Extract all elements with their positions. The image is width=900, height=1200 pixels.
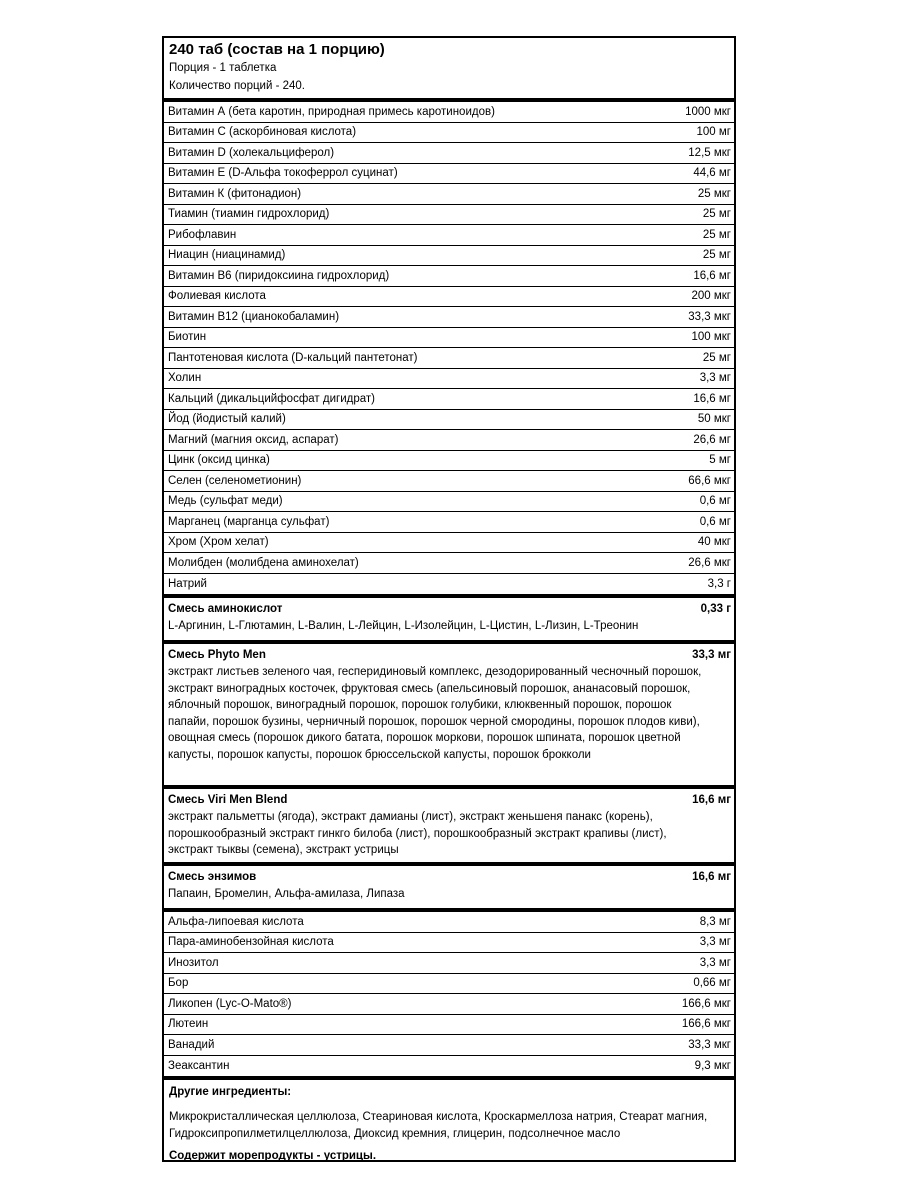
blend-amino-acids [164,594,734,640]
nutrient-name: Рибофлавин [168,228,237,241]
blend-amount: 16,6 мг [692,794,731,806]
nutrient-name: Витамин В12 (цианокобаламин) [168,310,340,323]
nutrient-amount: 25 мкг [697,187,731,200]
nutrient-name: Пара-аминобензойная кислота [168,936,334,949]
nutrient-amount: 3,3 мг [699,956,731,969]
nutrient-amount: 66,6 мкг [688,474,731,487]
nutrient-row [164,430,734,451]
blend-enzymes [164,862,734,908]
nutrient-name: Холин [168,372,202,385]
other-ingredients-heading: Другие ингредиенты: [169,1086,292,1098]
blend-ingredients-line: Папаин, Бромелин, Альфа-амилаза, Липаза [168,888,405,900]
blend-amount: 33,3 мг [692,649,731,661]
nutrient-name: Ликопен (Lyc-O-Mato®) [168,997,292,1010]
nutrient-amount: 200 мкг [691,290,731,303]
other-ingredients [164,1076,734,1165]
nutrient-row [164,451,734,472]
nutrient-name: Хром (Хром хелат) [168,536,269,549]
nutrient-amount: 33,3 мкг [688,1038,731,1051]
serving-size: Порция - 1 таблетка [169,62,277,74]
blend-ingredients-line: экстракт листьев зеленого чая, гесперидиновый комплекс, дезодорированный чесночный порошок, [168,666,702,678]
nutrient-amount: 16,6 мг [693,269,731,282]
nutrient-amount: 26,6 мкг [688,556,731,569]
nutrient-name: Селен (селенометионин) [168,474,302,487]
blend-header [168,644,731,664]
blend-name: Смесь Viri Men Blend [168,794,288,806]
nutrient-row [164,994,734,1015]
nutrient-amount: 12,5 мкг [688,146,731,159]
nutrient-row [164,974,734,995]
nutrient-row [164,512,734,533]
allergen-note: Содержит морепродукты - устрицы. [169,1150,377,1162]
blend-ingredients-line: яблочный порошок, виноградный порошок, порошок голубики, клюквенный порошок, порошок [168,699,672,711]
nutrient-row [164,328,734,349]
blend-ingredients-line: овощная смесь (порошок дикого батата, порошок моркови, порошок шпината, порошок цветной [168,732,681,744]
nutrient-amount: 25 мг [702,208,731,221]
nutrient-amount: 0,6 мг [699,495,731,508]
nutrient-row [164,205,734,226]
nutrient-name: Медь (сульфат меди) [168,495,283,508]
blend-ingredients-line: L-Аргинин, L-Глютамин, L-Валин, L-Лейцин, L-Изолейцин, L-Цистин, L-Лизин, L-Треонин [168,620,639,632]
nutrient-amount: 0,6 мг [699,515,731,528]
nutrient-amount: 8,3 мг [699,915,731,928]
nutrient-amount: 166,6 мкг [681,1018,731,1031]
nutrient-row [164,164,734,185]
nutrient-amount: 100 мкг [691,331,731,344]
nutrient-amount: 100 мг [696,126,731,139]
nutrient-amount: 3,3 мг [699,936,731,949]
nutrient-row [164,1015,734,1036]
nutrient-row [164,184,734,205]
nutrient-name: Фолиевая кислота [168,290,266,303]
nutrient-row [164,933,734,954]
label-header [164,38,734,102]
nutrient-amount: 5 мг [709,454,731,467]
nutrient-name: Лютеин [168,1018,209,1031]
nutrients-table [164,102,734,594]
nutrient-name: Марганец (марганца сульфат) [168,515,330,528]
blend-phyto-men [164,640,734,785]
nutrient-name: Ниацин (ниацинамид) [168,249,286,262]
nutrient-name: Ванадий [168,1038,215,1051]
nutrient-row [164,123,734,144]
servings-count: Количество порций - 240. [169,80,306,92]
nutrient-amount: 40 мкг [697,536,731,549]
nutrient-row [164,574,734,595]
other-ingredients-line-2: Гидроксипропилметилцеллюлоза, Диоксид кремния, глицерин, подсолнечное масло [169,1128,621,1140]
nutrient-name: Витамин К (фитонадион) [168,187,302,200]
nutrient-amount: 25 мг [702,228,731,241]
nutrient-row [164,912,734,933]
nutrient-row [164,410,734,431]
nutrient-amount: 1000 мкг [685,105,731,118]
blend-ingredients-line: капусты, порошок капусты, порошок брюссельской капусты, порошок брокколи [168,748,591,761]
nutrient-name: Магний (магния оксид, аспарат) [168,433,339,446]
nutrient-name: Тиамин (тиамин гидрохлорид) [168,208,330,221]
nutrient-row [164,953,734,974]
blend-viri-men [164,785,734,862]
nutrient-name: Витамин В6 (пиридоксиина гидрохлорид) [168,269,390,282]
blend-header [168,598,731,618]
nutrient-amount: 25 мг [702,351,731,364]
nutrient-name: Кальций (дикальцийфосфат дигидрат) [168,392,375,405]
nutrient-name: Витамин С (аскорбиновая кислота) [168,126,357,139]
blend-header [168,866,731,886]
nutrient-name: Натрий [168,577,207,590]
nutrient-name: Альфа-липоевая кислота [168,915,304,928]
blend-name: Смесь энзимов [168,871,257,883]
blend-amount: 0,33 г [700,603,731,615]
nutrient-amount: 16,6 мг [693,392,731,405]
nutrient-name: Витамин А (бета каротин, природная примесь каротиноидов) [168,105,495,118]
nutrient-name: Витамин D (холекальциферол) [168,146,335,159]
blend-ingredients-line: экстракт тыквы (семена), экстракт устрицы [168,844,399,856]
nutrient-name: Бор [168,977,189,990]
blend-ingredients-line: экстракт пальметты (ягода), экстракт дамианы (лист), экстракт женьшеня панакс (корень), [168,811,653,823]
nutrient-row [164,471,734,492]
nutrient-name: Зеаксантин [168,1059,230,1072]
nutrient-row [164,225,734,246]
blend-name: Смесь Phyto Men [168,649,266,661]
nutrient-row [164,1035,734,1056]
nutrient-name: Йод (йодистый калий) [168,413,286,426]
nutrient-amount: 3,3 мг [699,372,731,385]
label-title: 240 таб (состав на 1 порцию) [169,41,385,58]
blend-name: Смесь аминокислот [168,603,283,615]
nutrient-row [164,266,734,287]
blend-header [168,789,731,809]
nutrient-name: Инозитол [168,956,219,969]
nutrient-amount: 0,66 мг [693,977,731,990]
nutrient-row [164,287,734,308]
nutrient-row [164,102,734,123]
nutrient-row [164,1056,734,1077]
nutrient-amount: 9,3 мкг [694,1059,731,1072]
nutrient-row [164,492,734,513]
nutrient-row [164,348,734,369]
nutrient-row [164,307,734,328]
nutrient-name: Цинк (оксид цинка) [168,454,270,467]
nutrient-amount: 25 мг [702,249,731,262]
nutrient-amount: 33,3 мкг [688,310,731,323]
nutrient-amount: 3,3 г [707,577,731,590]
blend-ingredients-line: папайи, порошок бузины, черничный порошок, порошок черной смородины, порошок плодов киви), [168,715,700,728]
blend-amount: 16,6 мг [692,871,731,883]
other-ingredients-line-1: Микрокристаллическая целлюлоза, Стеариновая кислота, Кроскармеллоза натрия, Стеарат магния, [169,1111,708,1123]
nutrient-row [164,553,734,574]
nutrient-amount: 26,6 мг [693,433,731,446]
extras-table [164,908,734,1076]
blend-ingredients-line: порошкообразный экстракт гинкго билоба (лист), порошкообразный экстракт крапивы (лист), [168,827,667,840]
nutrient-amount: 50 мкг [697,413,731,426]
nutrient-name: Биотин [168,331,207,344]
nutrient-name: Витамин Е (D-Альфа токоферрол суцинат) [168,167,398,180]
nutrient-name: Молибден (молибдена аминохелат) [168,556,359,569]
nutrient-row [164,533,734,554]
blend-ingredients-line: экстракт виноградных косточек, фруктовая смесь (апельсиновый порошок, ананасовый порошок, [168,682,691,695]
nutrient-name: Пантотеновая кислота (D-кальций пантетонат) [168,351,418,364]
nutrient-row [164,389,734,410]
nutrient-row [164,143,734,164]
nutrient-amount: 44,6 мг [693,167,731,180]
supplement-facts-label [162,36,736,1162]
nutrient-row [164,369,734,390]
nutrient-amount: 166,6 мкг [681,997,731,1010]
nutrient-row [164,246,734,267]
